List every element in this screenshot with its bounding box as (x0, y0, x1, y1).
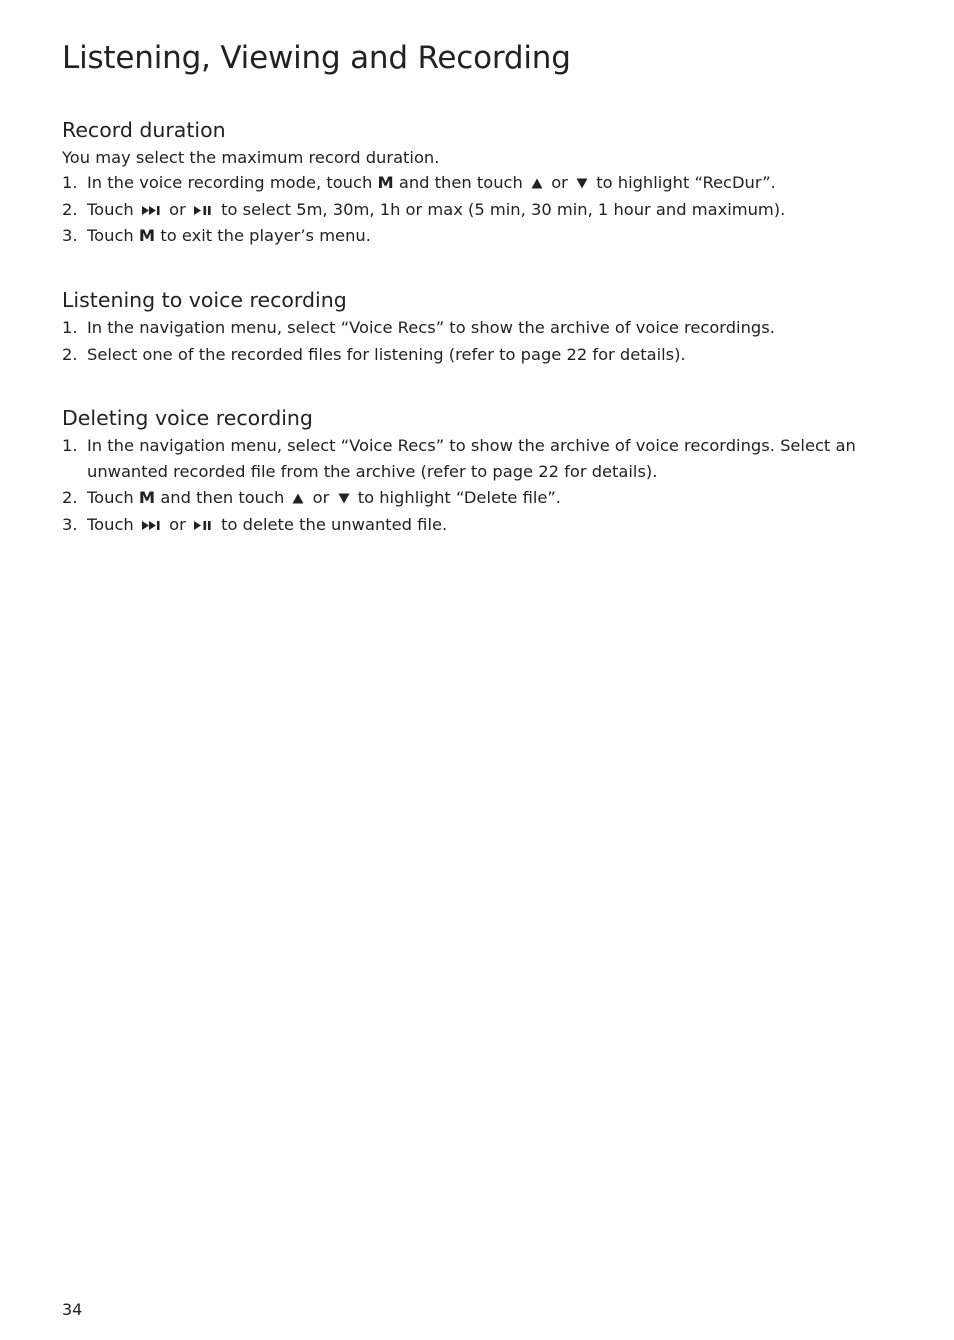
step-text: to select 5m, 30m, 1h or max (5 min, 30 min, 1 hour and maximum). (221, 199, 786, 219)
step-number: 2. (62, 344, 78, 364)
step-text: Select one of the recorded files for listening (refer to page 22 for details). (87, 344, 686, 364)
list-item (62, 197, 902, 223)
steps-list (62, 433, 902, 537)
section-listening-voice-recording (62, 285, 902, 368)
step-text: or (169, 514, 186, 534)
m-key-label: M (377, 173, 394, 192)
section-heading: Record duration (62, 118, 226, 142)
step-number: 2. (62, 199, 78, 219)
step-text: Touch (87, 514, 134, 534)
step-text: to highlight “RecDur”. (596, 173, 776, 192)
section-deleting-voice-recording (62, 403, 902, 538)
skip-forward-icon (142, 521, 161, 530)
step-text: or (312, 488, 330, 507)
step-text: Touch (87, 199, 134, 219)
list-item (62, 433, 902, 484)
step-text: Touch (87, 488, 134, 507)
list-item (62, 485, 902, 511)
page-title: Listening, Viewing and Recording (62, 40, 571, 76)
step-text: In the navigation menu, select “Voice Recs” to show the archive of voice recordings. (87, 318, 775, 337)
up-triangle-icon (292, 493, 304, 504)
play-pause-icon (194, 206, 213, 215)
list-item (62, 223, 902, 249)
step-number: 3. (62, 514, 78, 534)
step-text: to exit the player’s menu. (160, 226, 371, 245)
step-number: 1. (62, 436, 78, 455)
step-text: or (169, 199, 186, 219)
step-text: Touch (87, 226, 134, 245)
m-key-label: M (138, 488, 156, 507)
list-item (62, 315, 902, 341)
step-number: 1. (62, 173, 78, 192)
steps-list (62, 170, 902, 249)
section-heading: Listening to voice recording (62, 288, 347, 312)
step-number: 1. (62, 318, 78, 337)
section-heading: Deleting voice recording (62, 406, 313, 430)
step-text: and then touch (160, 488, 285, 507)
step-text: to delete the unwanted file. (221, 514, 448, 534)
down-triangle-icon (576, 178, 588, 189)
skip-forward-icon (142, 206, 161, 215)
section-intro: You may select the maximum record duration. (62, 148, 440, 167)
step-number: 2. (62, 488, 78, 507)
step-text: to highlight “Delete file”. (357, 488, 561, 507)
list-item (62, 512, 902, 538)
list-item (62, 170, 902, 196)
play-pause-icon (194, 521, 213, 530)
list-item (62, 342, 902, 368)
step-text: and then touch (398, 173, 523, 192)
down-triangle-icon (338, 493, 350, 504)
up-triangle-icon (531, 178, 543, 189)
m-key-label: M (138, 226, 156, 245)
step-number: 3. (62, 226, 78, 245)
steps-list (62, 315, 902, 367)
step-text: or (551, 173, 568, 192)
page-number: 34 (62, 1300, 83, 1319)
step-text: In the voice recording mode, touch (87, 173, 373, 192)
section-record-duration (62, 115, 902, 250)
step-text: In the navigation menu, select “Voice Recs” to show the archive of voice recordings. Select an unwanted recorded file from the archive (refer to page 22 for details). (87, 436, 856, 481)
